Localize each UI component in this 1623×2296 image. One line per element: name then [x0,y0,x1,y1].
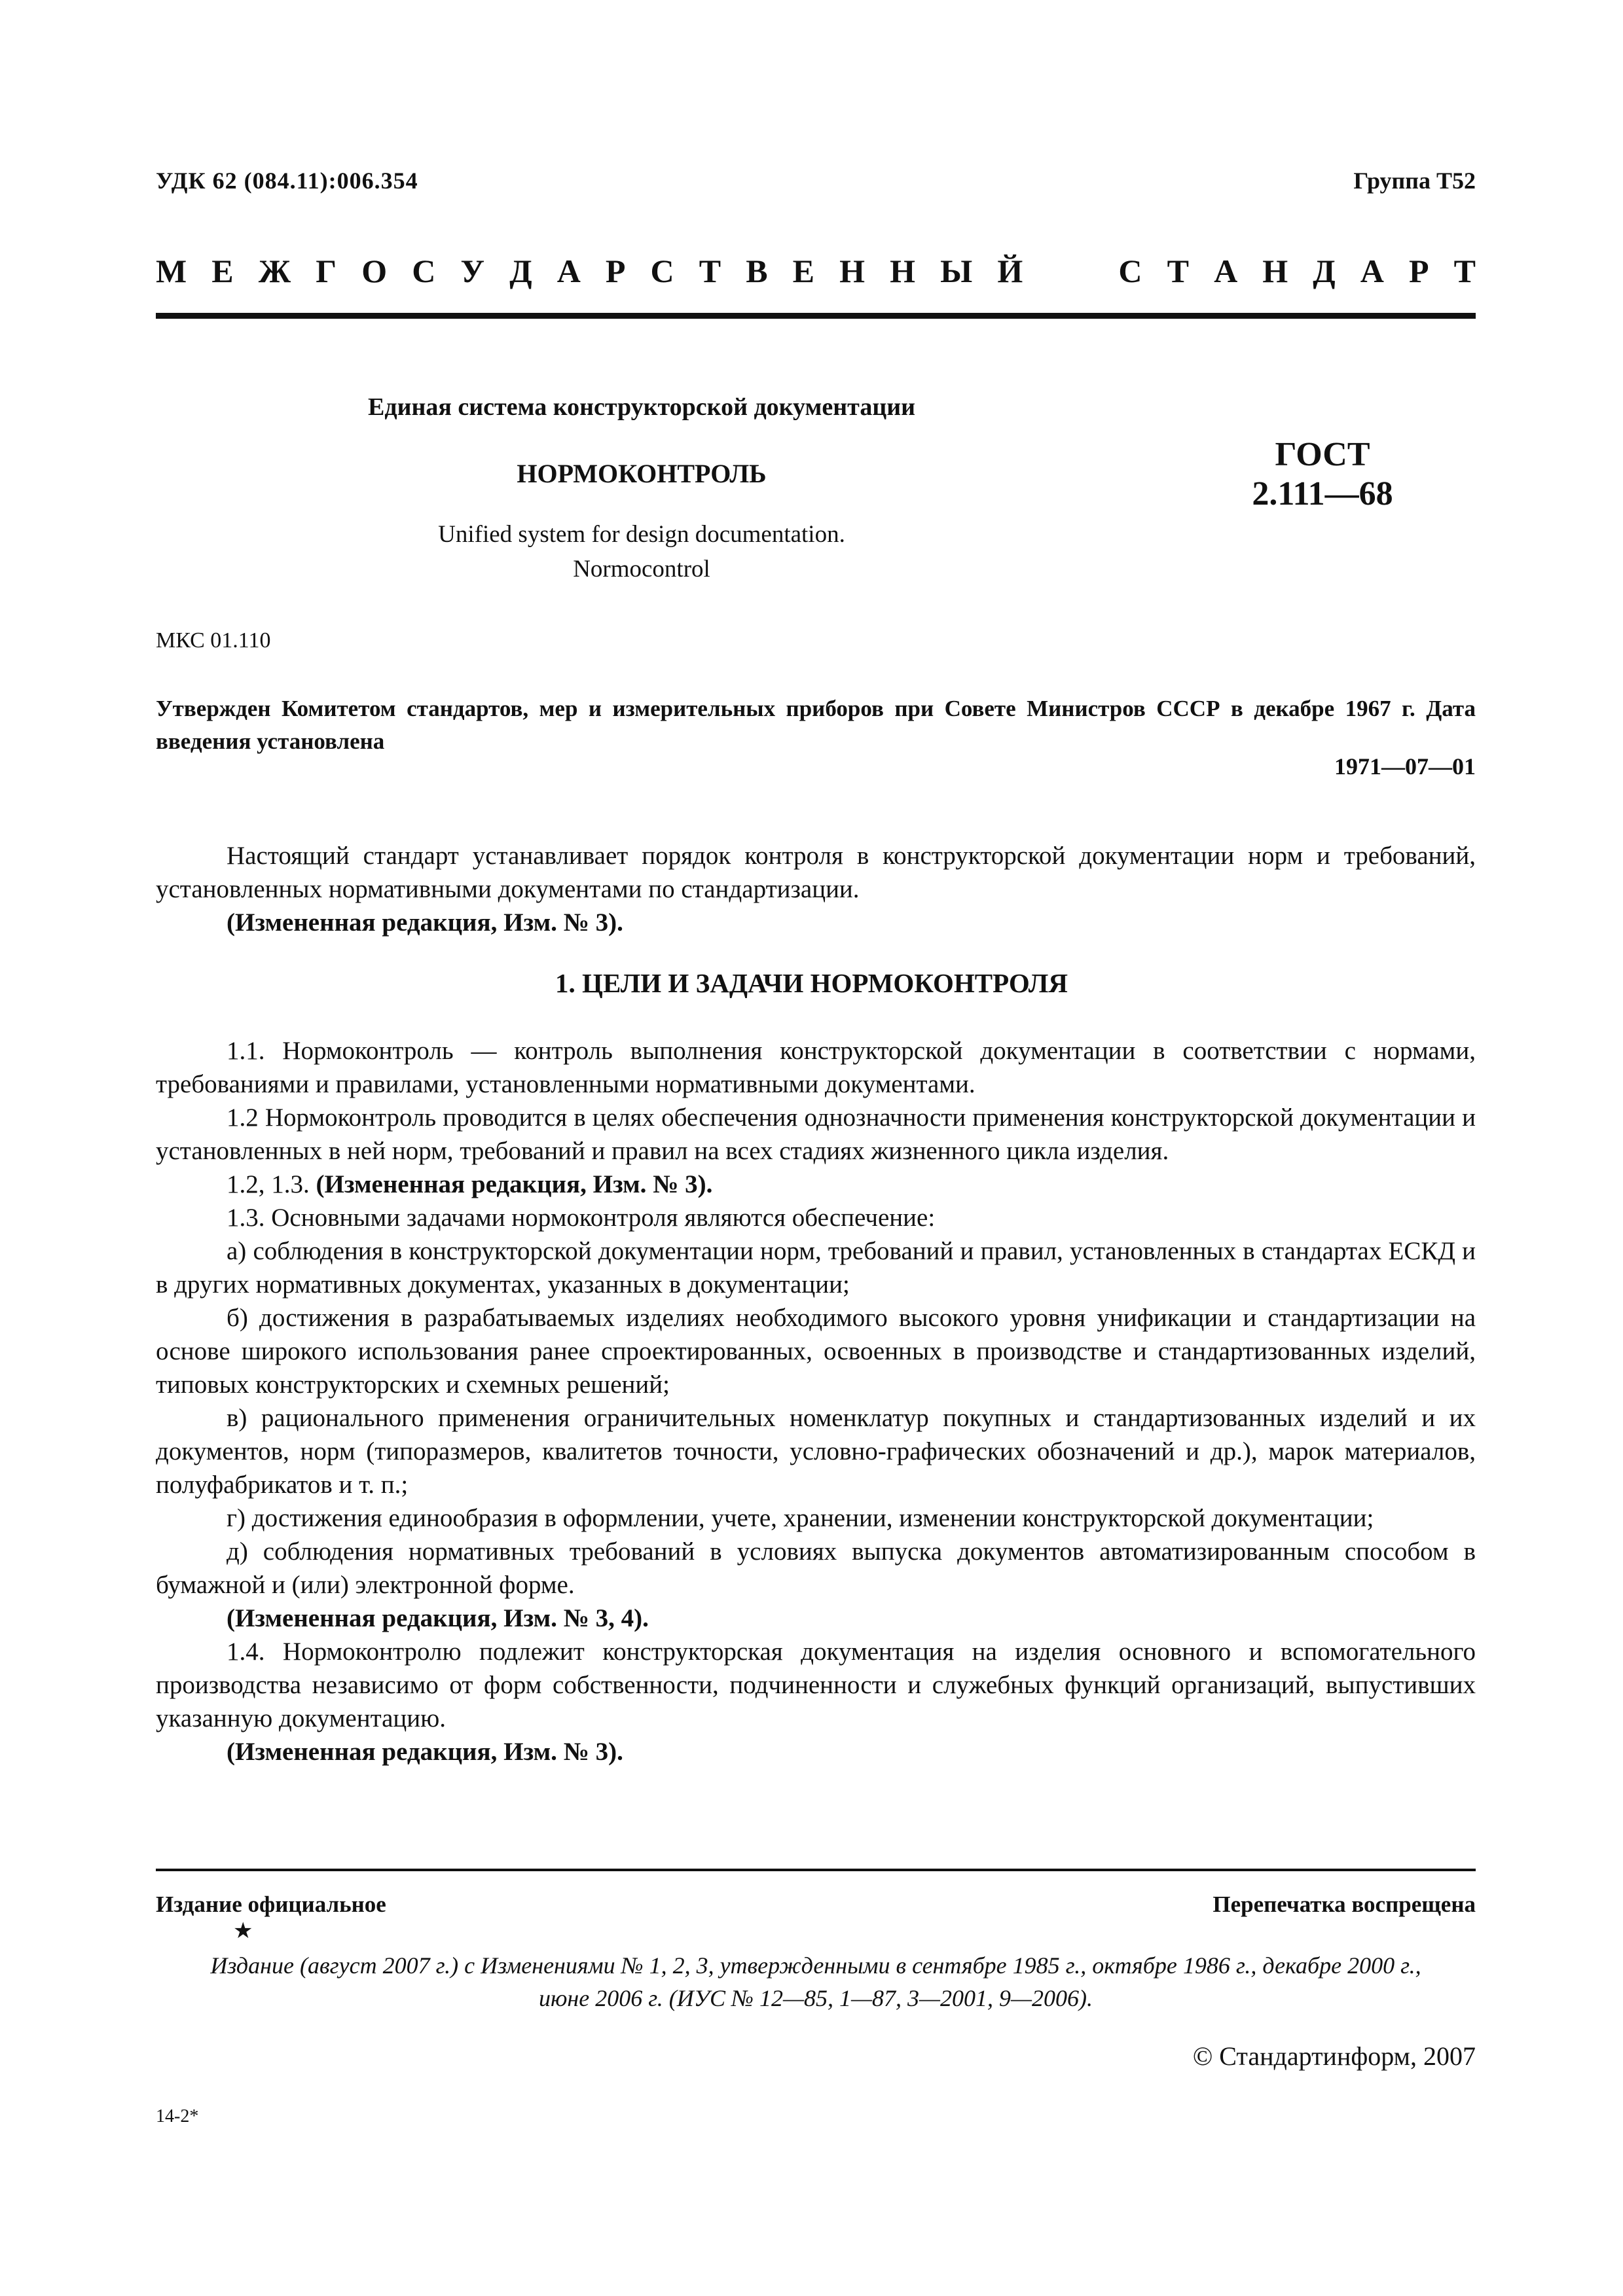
header-rule [156,313,1476,319]
intro-section [156,839,1476,939]
english-title-line-1: Unified system for design documentation. [438,521,845,548]
banner-letter: Ж [258,253,291,289]
banner-letter: В [746,253,768,289]
mks-code: МКС 01.110 [156,628,271,653]
introduction-date: 1971—07—01 [1334,753,1476,780]
amendment-note: (Измененная редакция, Изм. № 3). [227,1738,623,1766]
approval-statement: Утвержден Комитетом стандартов, мер и измерительных приборов при Совете Министров СССР в декабре 1967 г. Дата введения установлена [156,696,1476,754]
banner-letter: А [556,253,581,289]
udc-code: УДК 62 (084.11):006.354 [156,168,418,194]
page-code: 14-2* [156,2106,199,2126]
footer-rule [156,1869,1476,1871]
edition-note-line-1: Издание (август 2007 г.) с Изменениями № 1, 2, 3, утвержденными в сентябре 1985 г., октябре 1986 г., декабре 2000 г., [210,1952,1421,1979]
banner-letter: О [361,253,388,289]
clause-1-2: 1.2 Нормоконтроль проводится в целях обеспечения однозначности применения конструкторской документации и установленных в ней норм, требований и правил на всех стадиях жизненного цикла изделия. [156,1103,1476,1165]
list-item-d: д) соблюдения нормативных требований в условиях выпуска документов автоматизированным способом в бумажной и (или) электронной форме. [156,1537,1476,1599]
banner-letter: А [1360,253,1384,289]
section-heading: 1. ЦЕЛИ И ЗАДАЧИ НОРМОКОНТРОЛЯ [555,968,1068,998]
banner-letter: Н [890,253,916,289]
banner-letter: С [650,253,674,289]
english-title-line-2: Normocontrol [573,556,710,583]
clause-1-1: 1.1. Нормоконтроль — контроль выполнения конструкторской документации в соответствии с нормами, требованиями и правилами, установленными нормативными документами. [156,1037,1476,1098]
amendment-note: (Измененная редакция, Изм. № 3, 4). [227,1604,649,1632]
banner-gap [1048,252,1093,290]
section-body [156,1034,1476,1768]
banner-letter: Й [997,253,1023,289]
banner-letter: Т [699,253,721,289]
star-icon: ★ [233,1919,253,1943]
edition-note-line-2: июне 2006 г. (ИУС № 12—85, 1—87, 3—2001, 9—2006). [539,1985,1093,2011]
banner-letter: У [460,253,485,289]
document-title: НОРМОКОНТРОЛЬ [517,459,767,488]
banner-letter: Д [1313,253,1336,289]
banner-letter: Р [1408,253,1429,289]
banner-letter: Н [1262,253,1288,289]
amendment-note: (Измененная редакция, Изм. № 3). [316,1170,713,1198]
standard-banner [156,252,1476,290]
clause-ref: 1.2, 1.3. [227,1170,310,1198]
banner-letter: С [412,253,436,289]
list-item-g: г) достижения единообразия в оформлении, учете, хранении, изменении конструкторской документации; [227,1504,1374,1532]
official-edition-label: Издание официальное [156,1892,386,1917]
banner-letter: Е [792,253,815,289]
intro-paragraph: Настоящий стандарт устанавливает порядок контроля в конструкторской документации норм и требований, установленных нормативными документами по стандартизации. [156,842,1476,903]
list-item-a: а) соблюдения в конструкторской документации норм, требований и правил, установленных в стандартах ЕСКД и в других нормативных документах, указанных в документации; [156,1237,1476,1299]
copyright: © Стандартинформ, 2007 [1192,2041,1476,2071]
list-item-b: б) достижения в разрабатываемых изделиях необходимого высокого уровня унификации и стандартизации на основе широкого использования ранее спроектированных, освоенных в производстве и стандартизованных изделий, типовых конструкторских и схемных решений; [156,1304,1476,1399]
banner-letter: А [1214,253,1238,289]
edition-note [156,1949,1476,2015]
clause-1-3: 1.3. Основными задачами нормоконтроля являются обеспечение: [227,1204,936,1232]
banner-letter: Р [605,253,626,289]
group-code: Группа Т52 [1353,168,1476,194]
banner-letter: Н [839,253,866,289]
gost-designation [1218,435,1427,514]
gost-number: 2.111—68 [1252,475,1393,512]
reprint-notice: Перепечатка воспрещена [1213,1892,1476,1917]
clause-1-2-1-3-amendment [156,1168,1476,1201]
banner-letter: Е [211,253,234,289]
banner-letter: Г [316,253,337,289]
banner-letter: Т [1453,253,1476,289]
intro-amendment: (Измененная редакция, Изм. № 3). [227,908,623,937]
banner-letter: Д [509,253,532,289]
banner-letter: Ы [940,253,973,289]
gost-label: ГОСТ [1275,436,1370,473]
banner-letter: Т [1167,253,1189,289]
list-item-v: в) рационального применения ограничительных номенклатур покупных и стандартизованных изделий и их документов, норм (типоразмеров, квалитетов точности, условно-графических обозначений и др.), марок материалов, полуфабрикатов и т. п.; [156,1404,1476,1499]
series-title: Единая система конструкторской документации [368,393,915,421]
banner-letter: М [156,253,187,289]
banner-letter: С [1118,253,1142,289]
english-title [249,517,1034,586]
clause-1-4: 1.4. Нормоконтролю подлежит конструкторская документация на изделия основного и вспомогательного производства независимо от форм собственности, подчиненности и служебных функций организаций, выпустивших указанную документацию. [156,1638,1476,1732]
